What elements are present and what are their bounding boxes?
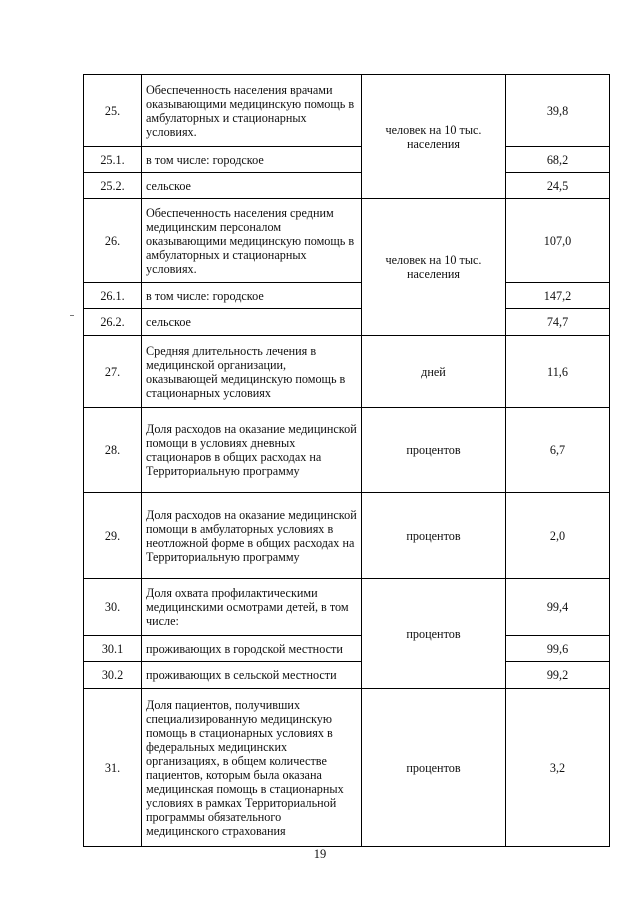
table-row: [84, 336, 610, 408]
row-number: 30.2: [84, 662, 142, 689]
indicator-text: Доля расходов на оказание медицинской помощи в условиях дневных стационаров в общих расходах на Территориальную программу: [142, 408, 362, 493]
row-number: 29.: [84, 493, 142, 579]
unit-cell: человек на 10 тыс. населения: [362, 199, 506, 336]
indicator-text: проживающих в сельской местности: [142, 662, 362, 689]
indicators-table: [83, 74, 610, 847]
indicator-text: проживающих в городской местности: [142, 636, 362, 662]
indicator-text: Обеспеченность населения средним медицинским персоналом оказывающими медицинскую помощь в амбулаторных и стационарных условиях.: [142, 199, 362, 283]
indicator-text: сельское: [142, 309, 362, 336]
indicator-text: Доля охвата профилактическими медицинскими осмотрами детей, в том числе:: [142, 579, 362, 636]
row-number: 26.1.: [84, 283, 142, 309]
indicator-text: сельское: [142, 173, 362, 199]
row-number: 30.1: [84, 636, 142, 662]
value-cell: 68,2: [506, 147, 610, 173]
value-cell: 24,5: [506, 173, 610, 199]
unit-cell: дней: [362, 336, 506, 408]
table-row: [84, 408, 610, 493]
value-cell: 74,7: [506, 309, 610, 336]
unit-cell: процентов: [362, 408, 506, 493]
row-number: 26.: [84, 199, 142, 283]
row-number: 28.: [84, 408, 142, 493]
unit-cell: человек на 10 тыс. населения: [362, 75, 506, 199]
table-row: [84, 199, 610, 283]
unit-cell: процентов: [362, 689, 506, 847]
row-number: 31.: [84, 689, 142, 847]
indicator-text: Обеспеченность населения врачами оказывающими медицинскую помощь в амбулаторных и стационарных условиях.: [142, 75, 362, 147]
table-row: [84, 309, 610, 336]
row-number: 30.: [84, 579, 142, 636]
table-row: [84, 283, 610, 309]
row-number: 27.: [84, 336, 142, 408]
table-row: [84, 579, 610, 636]
indicator-text: Доля пациентов, получивших специализированную медицинскую помощь в стационарных условиях в федеральных медицинских организациях, в общем количестве пациентов, которым была оказана медицинская помощь в стационарных условиях в рамках Территориальной программы обязательного медицинского страхования: [142, 689, 362, 847]
value-cell: 99,4: [506, 579, 610, 636]
table-row: [84, 493, 610, 579]
indicator-text: Средняя длительность лечения в медицинской организации, оказывающей медицинскую помощь в стационарных условиях: [142, 336, 362, 408]
table-row: [84, 75, 610, 147]
unit-cell: процентов: [362, 493, 506, 579]
table-row: [84, 662, 610, 689]
table-row: [84, 173, 610, 199]
value-cell: 3,2: [506, 689, 610, 847]
unit-cell: процентов: [362, 579, 506, 689]
value-cell: 147,2: [506, 283, 610, 309]
row-number: 25.: [84, 75, 142, 147]
indicator-text: в том числе: городское: [142, 283, 362, 309]
table-row: [84, 689, 610, 847]
value-cell: 11,6: [506, 336, 610, 408]
indicator-text: Доля расходов на оказание медицинской помощи в амбулаторных условиях в неотложной форме в общих расходах на Территориальную программу: [142, 493, 362, 579]
value-cell: 2,0: [506, 493, 610, 579]
table-row: [84, 147, 610, 173]
table-row: [84, 636, 610, 662]
value-cell: 107,0: [506, 199, 610, 283]
row-number: 26.2.: [84, 309, 142, 336]
row-number: 25.1.: [84, 147, 142, 173]
row-number: 25.2.: [84, 173, 142, 199]
indicator-text: в том числе: городское: [142, 147, 362, 173]
value-cell: 99,2: [506, 662, 610, 689]
page-number: 19: [313, 847, 327, 861]
value-cell: 6,7: [506, 408, 610, 493]
value-cell: 39,8: [506, 75, 610, 147]
scan-mark: [70, 315, 74, 316]
value-cell: 99,6: [506, 636, 610, 662]
